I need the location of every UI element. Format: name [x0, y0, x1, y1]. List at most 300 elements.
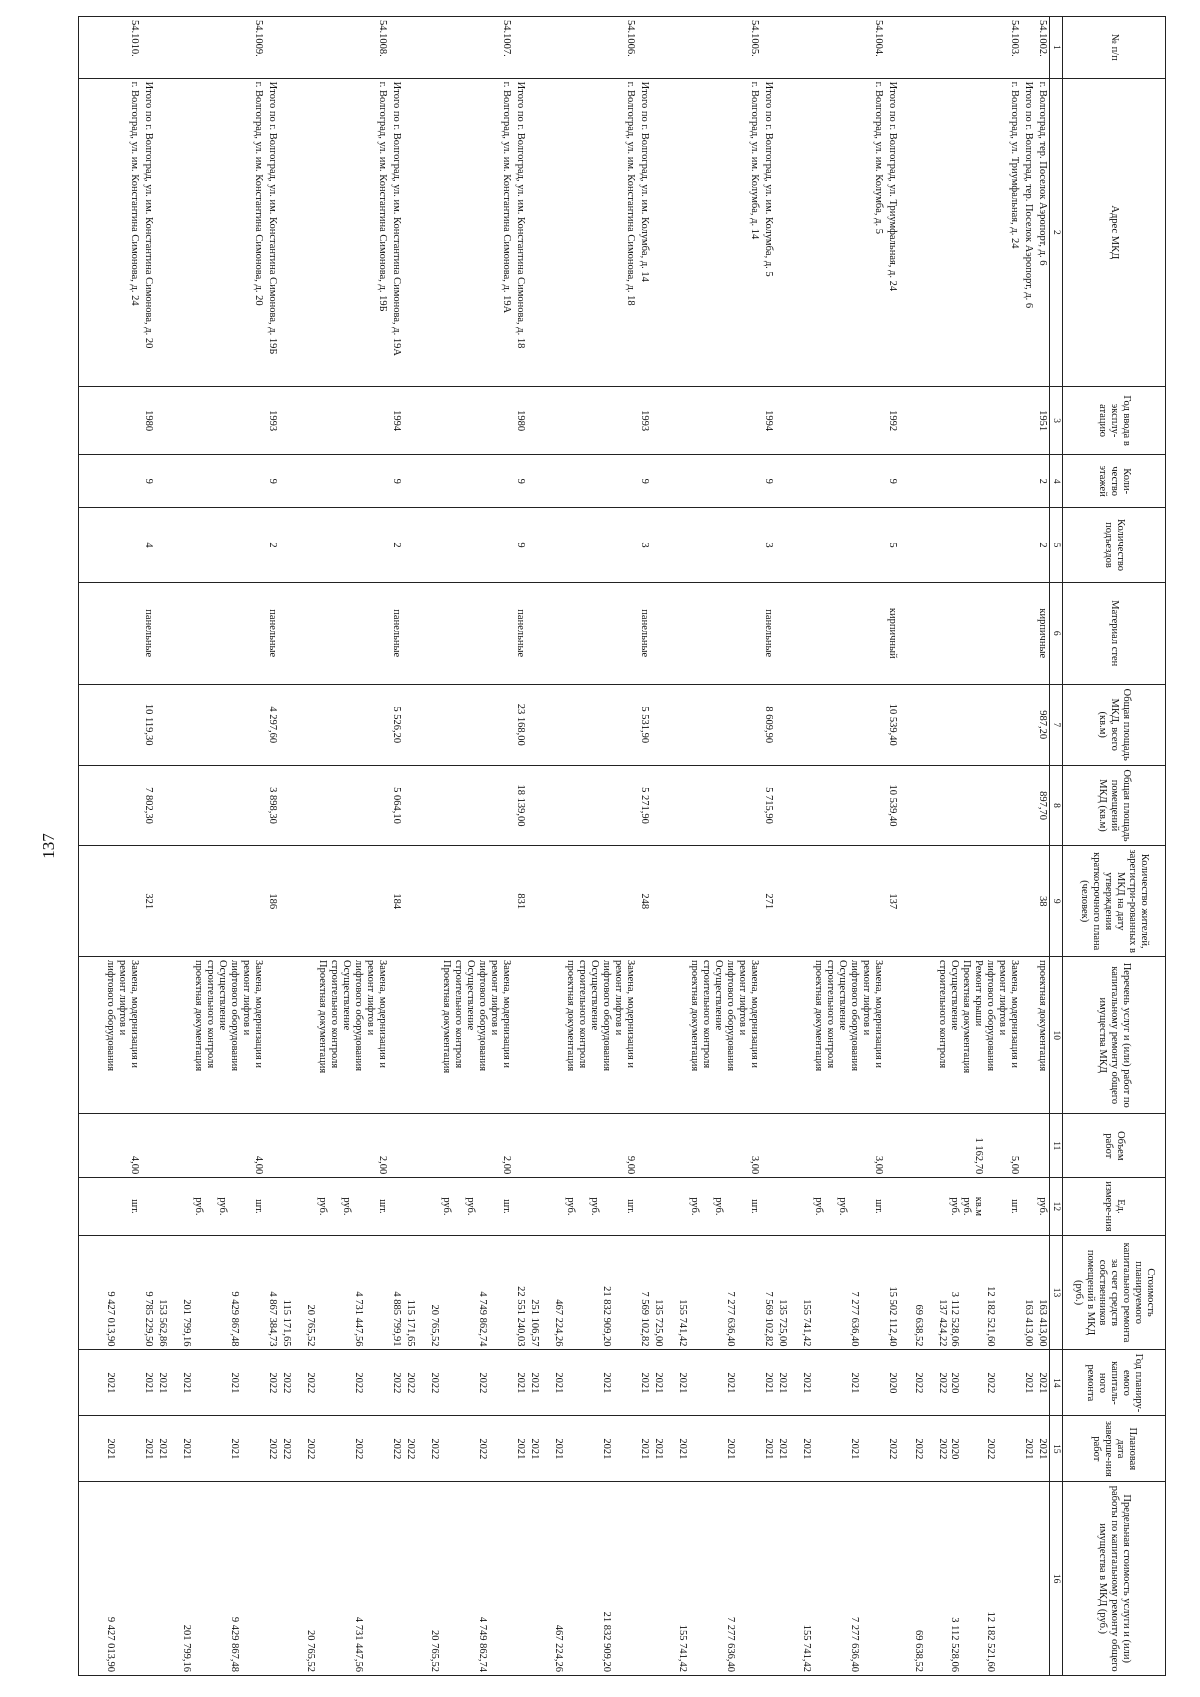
cost-cell-value: 4 867 384,73: [267, 1291, 278, 1347]
table-row: [513, 17, 527, 1676]
work-entry: [762, 1181, 774, 1231]
year-cell: 1994: [389, 387, 403, 455]
end-year-cell: [141, 1416, 155, 1482]
volume-cell-value: 1 162,70: [973, 1137, 984, 1175]
entrances-cell: 2: [265, 508, 279, 582]
address-cell: г. Волгоград, ул. им. Константина Симонова, д. 19Б: [279, 78, 389, 386]
unit-cell-value: шт.: [377, 1199, 388, 1214]
plan-year-cell: [651, 1350, 761, 1416]
premises-area-cell: 5 715,90: [761, 765, 775, 846]
unit-cell-value: [390, 1181, 402, 1231]
work-entry: [700, 1353, 736, 1412]
cost-cell-value: 201 799,16: [181, 1299, 192, 1347]
plan-year-cell: [513, 1350, 527, 1416]
volume-cell: [265, 1114, 279, 1178]
volume-cell-value: 4,00: [253, 1155, 264, 1175]
cost-cell: [79, 1235, 142, 1350]
limit-cell: [513, 1482, 527, 1676]
work-entry: [328, 1181, 352, 1231]
work-entry: [600, 1181, 636, 1231]
premises-area-cell: [279, 765, 389, 846]
cost-cell-value: 7 277 636,40: [849, 1291, 860, 1347]
work-name-line: строительного контроля: [453, 960, 464, 1069]
limit-cell: [761, 1482, 775, 1676]
work-entry: [168, 1239, 192, 1347]
work-entry: [540, 1485, 564, 1672]
volume-cell-value: 3,00: [749, 1155, 760, 1175]
material-cell: [79, 582, 142, 684]
work-name-line: лифтового оборудования: [229, 960, 240, 1072]
work-entry: [514, 1239, 526, 1347]
work-name-line: строительного контроля: [577, 960, 588, 1069]
work-entry: [352, 960, 388, 1110]
unit-cell: [1035, 1178, 1050, 1235]
cost-cell-value: 12 182 521,60: [985, 1286, 996, 1347]
address-cell: г. Волгоград, ул. им. Колумба, д. 14: [651, 78, 761, 386]
work-entry: [204, 960, 228, 1110]
work-entry: [900, 1353, 924, 1412]
end-year-cell-value: 2022: [405, 1438, 416, 1460]
work-name-line: Проектная документация: [961, 960, 972, 1074]
work-entry: [948, 1239, 960, 1347]
end-year-cell-value: 2021: [677, 1438, 688, 1460]
premises-area-cell: [1021, 765, 1035, 846]
cost-cell: [527, 1235, 637, 1350]
works-cell: [1035, 957, 1050, 1114]
unit-cell-value: шт.: [873, 1199, 884, 1214]
work-entry: [688, 1181, 700, 1231]
work-entry: [960, 1353, 996, 1412]
row-number: 54.1003.: [899, 17, 1021, 79]
work-entry: [1036, 1239, 1048, 1347]
material-cell: [279, 582, 389, 684]
unit-cell-value: [638, 1181, 650, 1231]
end-year-cell: [637, 1416, 651, 1482]
work-entry: [266, 1239, 278, 1347]
unit-cell-value: шт.: [625, 1199, 636, 1214]
year-cell: 1994: [761, 387, 775, 455]
work-entry: [936, 1419, 948, 1478]
premises-area-cell: 5 271,90: [637, 765, 651, 846]
work-entry: [452, 1353, 488, 1412]
table-row: [141, 17, 155, 1676]
end-year-cell-value: 2022: [985, 1438, 996, 1460]
end-year-cell-value: 2021: [639, 1438, 650, 1460]
volume-cell-value: [216, 1117, 228, 1174]
volume-cell: [885, 1114, 899, 1178]
end-year-cell: [403, 1416, 513, 1482]
work-entry: [266, 1353, 278, 1412]
plan-year-cell: [775, 1350, 885, 1416]
work-entry: [824, 1353, 860, 1412]
floors-cell: [155, 455, 265, 508]
premises-area-cell: 897,70: [1035, 765, 1050, 846]
end-year-cell: [885, 1416, 899, 1482]
work-entry: [984, 960, 1020, 1110]
work-entry: [576, 1181, 600, 1231]
works-cell: [389, 957, 403, 1114]
work-entry: [776, 1239, 788, 1347]
cost-cell: [637, 1235, 651, 1350]
work-entry: [576, 1353, 612, 1412]
plan-year-cell: [637, 1350, 651, 1416]
unit-cell-value: шт.: [129, 1199, 140, 1214]
work-entry: [192, 960, 204, 1110]
limit-cell: [899, 1482, 1021, 1676]
entrances-cell: [155, 508, 265, 582]
plan-year-cell-value: 2022: [305, 1372, 316, 1394]
volume-cell: [141, 1114, 155, 1178]
work-entry: [390, 1239, 402, 1347]
work-entry: [724, 1181, 760, 1231]
work-entry: [1036, 960, 1048, 1110]
unit-cell: [279, 1178, 389, 1235]
end-year-cell-value: 2022: [937, 1438, 948, 1460]
work-entry: [266, 1419, 278, 1478]
work-entry: [204, 1419, 240, 1478]
plan-year-cell-value: 2022: [913, 1372, 924, 1394]
work-entry: [762, 1353, 774, 1412]
unit-cell: [513, 1178, 527, 1235]
works-cell: [761, 957, 775, 1114]
work-entry: [664, 1419, 688, 1478]
cost-cell-value: 163 413,00: [1037, 1299, 1048, 1347]
plan-year-cell-value: 2021: [105, 1372, 116, 1394]
unit-cell-value: руб.: [317, 1197, 328, 1216]
unit-cell-value: руб.: [837, 1197, 848, 1216]
address-cell: Итого по г. Волгоград, ул. им. Колумба, д. 5: [761, 78, 775, 386]
work-entry: [788, 1353, 812, 1412]
work-entry: [390, 1353, 402, 1412]
residents-cell: [1021, 846, 1035, 957]
volume-cell-value: [340, 1117, 352, 1174]
volume-cell-value: 4,00: [129, 1155, 140, 1175]
end-year-cell-value: 2022: [477, 1438, 488, 1460]
unit-cell: [637, 1178, 651, 1235]
limit-cell: [637, 1482, 651, 1676]
work-entry: [514, 1117, 526, 1174]
total-area-cell: 23 168,00: [513, 684, 527, 765]
address-cell: Итого по г. Волгоград, ул. им. Константина Симонова, д. 19А: [389, 78, 403, 386]
work-entry: [540, 1239, 564, 1347]
work-name-line: лифтового оборудования: [353, 960, 364, 1072]
work-name-line: Осуществление: [465, 960, 476, 1031]
unit-cell: [899, 1178, 1021, 1235]
table-row: [403, 17, 513, 1676]
unit-cell-value: руб.: [441, 1197, 452, 1216]
unit-cell: [651, 1178, 761, 1235]
plan-year-cell-value: 2022: [353, 1372, 364, 1394]
material-cell: панельные: [265, 582, 279, 684]
year-cell: [899, 387, 1021, 455]
material-cell: [403, 582, 513, 684]
work-name-line: строительного контроля: [825, 960, 836, 1069]
table-row: [1021, 17, 1035, 1676]
header-row: [1063, 17, 1166, 1676]
material-cell: панельные: [513, 582, 527, 684]
work-entry: [812, 1117, 824, 1174]
column-number: 5: [1050, 508, 1063, 582]
work-entry: [1022, 1117, 1034, 1174]
work-entry: [652, 1485, 664, 1672]
work-entry: [972, 960, 984, 1110]
column-number: 15: [1050, 1416, 1063, 1482]
residents-cell: [279, 846, 389, 957]
work-entry: [948, 1485, 960, 1672]
plan-year-cell: [155, 1350, 265, 1416]
work-entry: [416, 1239, 440, 1347]
end-year-cell: [775, 1416, 885, 1482]
unit-cell-value: кв.м: [973, 1196, 984, 1217]
work-name-line: Осуществление: [713, 960, 724, 1031]
cost-cell: [885, 1235, 899, 1350]
work-entry: [228, 960, 264, 1110]
plan-year-cell: [1021, 1350, 1035, 1416]
cost-cell-value: 21 832 909,20: [601, 1286, 612, 1347]
column-header: Год ввода в эксплу-атацию: [1063, 387, 1166, 455]
year-cell: 1951: [1035, 387, 1050, 455]
limit-cell-value: [1022, 1485, 1034, 1672]
work-entry: [776, 1419, 788, 1478]
entrances-cell: 3: [637, 508, 651, 582]
work-entry: [292, 1239, 316, 1347]
residents-cell: 248: [637, 846, 651, 957]
work-entry: [204, 1117, 228, 1174]
plan-year-cell-value: 2022: [267, 1372, 278, 1394]
column-number: 14: [1050, 1350, 1063, 1416]
works-cell: [265, 957, 279, 1114]
work-name-line: лифтового оборудования: [725, 960, 736, 1072]
work-entry: [600, 960, 636, 1110]
row-number: 54.1002.: [1035, 17, 1050, 79]
end-year-cell-value: 2022: [353, 1438, 364, 1460]
floors-cell: 9: [513, 455, 527, 508]
limit-cell-value: [886, 1485, 898, 1672]
residents-cell: [155, 846, 265, 957]
work-entry: [788, 1419, 812, 1478]
column-header: Количество жителей, зарегистри-рованных в МКД на дату утверждения краткосрочного плана (человек): [1063, 846, 1166, 957]
year-cell: [775, 387, 885, 455]
works-cell: [899, 957, 1021, 1114]
cost-cell: [265, 1235, 279, 1350]
limit-cell-value: 69 638,52: [913, 1630, 924, 1672]
work-entry: [352, 1117, 388, 1174]
work-entry: [104, 1117, 140, 1174]
plan-year-cell: [279, 1350, 389, 1416]
work-entry: [576, 1239, 612, 1347]
year-cell: [403, 387, 513, 455]
work-entry: [142, 1117, 154, 1174]
end-year-cell-value: 2022: [305, 1438, 316, 1460]
work-entry: [528, 1239, 540, 1347]
entrances-cell: [527, 508, 637, 582]
end-year-cell-value: 2021: [181, 1438, 192, 1460]
year-cell: [1021, 387, 1035, 455]
work-entry: [192, 1181, 204, 1231]
work-entry: [762, 960, 774, 1110]
work-entry: [452, 1485, 488, 1672]
works-cell: [513, 957, 527, 1114]
plan-year-cell-value: 2021: [1037, 1372, 1048, 1394]
works-cell: [637, 957, 651, 1114]
cost-cell: [651, 1235, 761, 1350]
unit-cell: [775, 1178, 885, 1235]
work-entry: [528, 1485, 540, 1672]
work-name-line: Осуществление: [341, 960, 352, 1031]
work-name-line: проектная документация: [193, 960, 204, 1072]
work-entry: [564, 960, 576, 1110]
row-number: [885, 17, 899, 79]
volume-cell: [1035, 1114, 1050, 1178]
work-entry: [812, 1181, 824, 1231]
residents-cell: 137: [885, 846, 899, 957]
premises-area-cell: [403, 765, 513, 846]
work-name-line: Замена, модернизация и: [873, 960, 884, 1068]
plan-year-cell-value: 2021: [229, 1372, 240, 1394]
end-year-cell: [389, 1416, 403, 1482]
work-entry: [404, 1485, 416, 1672]
row-number: [637, 17, 651, 79]
residents-cell: 38: [1035, 846, 1050, 957]
entrances-cell: [403, 508, 513, 582]
cost-cell: [761, 1235, 775, 1350]
work-entry: [266, 960, 278, 1110]
volume-cell-value: [886, 1117, 898, 1174]
unit-cell-value: руб.: [589, 1197, 600, 1216]
work-name-line: ремонт лифтов и: [489, 960, 500, 1036]
table-body: [79, 17, 1050, 1676]
work-entry: [266, 1485, 278, 1672]
entrances-cell: [899, 508, 1021, 582]
cost-cell-value: 9 785 229,50: [143, 1291, 154, 1347]
work-entry: [638, 1181, 650, 1231]
column-number: 2: [1050, 78, 1063, 386]
address-cell: Итого по г. Волгоград, ул. им. Константина Симонова, д. 19Б: [265, 78, 279, 386]
table-row: [155, 17, 265, 1676]
address-cell: г. Волгоград, ул. им. Колумба, д. 5: [775, 78, 885, 386]
end-year-cell: [265, 1416, 279, 1482]
volume-cell: [899, 1114, 1021, 1178]
total-area-cell: [775, 684, 885, 765]
plan-year-cell-value: 2021: [801, 1372, 812, 1394]
column-number: 10: [1050, 957, 1063, 1114]
plan-year-cell-value: 2022: [477, 1372, 488, 1394]
work-entry: [390, 1181, 402, 1231]
volume-cell-value: [192, 1117, 204, 1174]
work-entry: [476, 1181, 512, 1231]
works-cell: [403, 957, 513, 1114]
work-entry: [404, 1419, 416, 1478]
volume-cell: [637, 1114, 651, 1178]
limit-cell-value: [652, 1485, 664, 1672]
limit-cell-value: 9 429 867,48: [229, 1616, 240, 1672]
plan-year-cell-value: 2021: [725, 1372, 736, 1394]
cost-cell-value: 20 765,52: [429, 1304, 440, 1347]
end-year-cell: [761, 1416, 775, 1482]
unit-cell-value: [886, 1181, 898, 1231]
residents-cell: [527, 846, 637, 957]
work-entry: [204, 1181, 228, 1231]
work-name-line: Осуществление: [589, 960, 600, 1031]
work-entry: [824, 1239, 860, 1347]
limit-cell-value: 467 224,26: [553, 1624, 564, 1672]
volume-cell-value: [464, 1117, 476, 1174]
work-entry: [452, 1181, 476, 1231]
work-name-line: ремонт лифтов и: [365, 960, 376, 1036]
end-year-cell: [651, 1416, 761, 1482]
year-cell: [527, 387, 637, 455]
floors-cell: [651, 455, 761, 508]
work-entry: [936, 1239, 948, 1347]
work-entry: [900, 1485, 924, 1672]
work-entry: [936, 960, 960, 1110]
work-name-line: Замена, модернизация и: [749, 960, 760, 1068]
work-entry: [788, 1485, 812, 1672]
end-year-cell-value: 2022: [267, 1438, 278, 1460]
work-entry: [142, 1353, 154, 1412]
residents-cell: 271: [761, 846, 775, 957]
address-cell: г. Волгоград, ул. им. Константина Симонова, д. 24: [79, 78, 142, 386]
work-name-line: Замена, модернизация и: [625, 960, 636, 1068]
end-year-cell-value: 2022: [391, 1438, 402, 1460]
work-entry: [104, 1181, 140, 1231]
unit-cell-value: шт.: [501, 1199, 512, 1214]
work-entry: [328, 1117, 352, 1174]
limit-cell: [389, 1482, 403, 1676]
table-row: [651, 17, 761, 1676]
material-cell: панельные: [761, 582, 775, 684]
volume-cell-value: [638, 1117, 650, 1174]
volume-cell-value: [440, 1117, 452, 1174]
unit-cell-value: руб.: [813, 1197, 824, 1216]
total-area-cell: 8 609,90: [761, 684, 775, 765]
work-name-line: строительного контроля: [701, 960, 712, 1069]
address-cell: г. Волгоград, ул. Триумфальная, д. 24: [899, 78, 1021, 386]
work-entry: [638, 960, 650, 1110]
work-entry: [404, 1239, 416, 1347]
plan-year-cell-value: 2021: [653, 1372, 664, 1394]
work-entry: [848, 1117, 884, 1174]
work-entry: [390, 1117, 402, 1174]
limit-cell-value: 155 741,42: [677, 1624, 688, 1672]
limit-cell: [141, 1482, 155, 1676]
cost-cell-value: 7 569 102,82: [639, 1291, 650, 1347]
work-name-line: проектная документация: [813, 960, 824, 1072]
limit-cell-value: [142, 1485, 154, 1672]
work-entry: [316, 960, 328, 1110]
work-entry: [576, 1485, 612, 1672]
limit-cell-value: 3 112 528,06: [949, 1617, 960, 1672]
residents-cell: 831: [513, 846, 527, 957]
column-header: Общая площадь МКД, всего (кв.м): [1063, 684, 1166, 765]
entrances-cell: 3: [761, 508, 775, 582]
end-year-cell: [155, 1416, 265, 1482]
work-entry: [292, 1353, 316, 1412]
end-year-cell-value: 2021: [157, 1438, 168, 1460]
work-entry: [266, 1117, 278, 1174]
work-entry: [664, 1485, 688, 1672]
work-entry: [700, 1419, 736, 1478]
table-row: [1035, 17, 1050, 1676]
end-year-cell-value: 2021: [143, 1438, 154, 1460]
work-entry: [576, 1419, 612, 1478]
work-entry: [812, 960, 824, 1110]
column-header: Адрес МКД: [1063, 78, 1166, 386]
cost-cell-value: 7 277 636,40: [725, 1291, 736, 1347]
work-entry: [824, 1485, 860, 1672]
work-name-line: Замена, модернизация и: [377, 960, 388, 1068]
volume-cell: [403, 1114, 513, 1178]
